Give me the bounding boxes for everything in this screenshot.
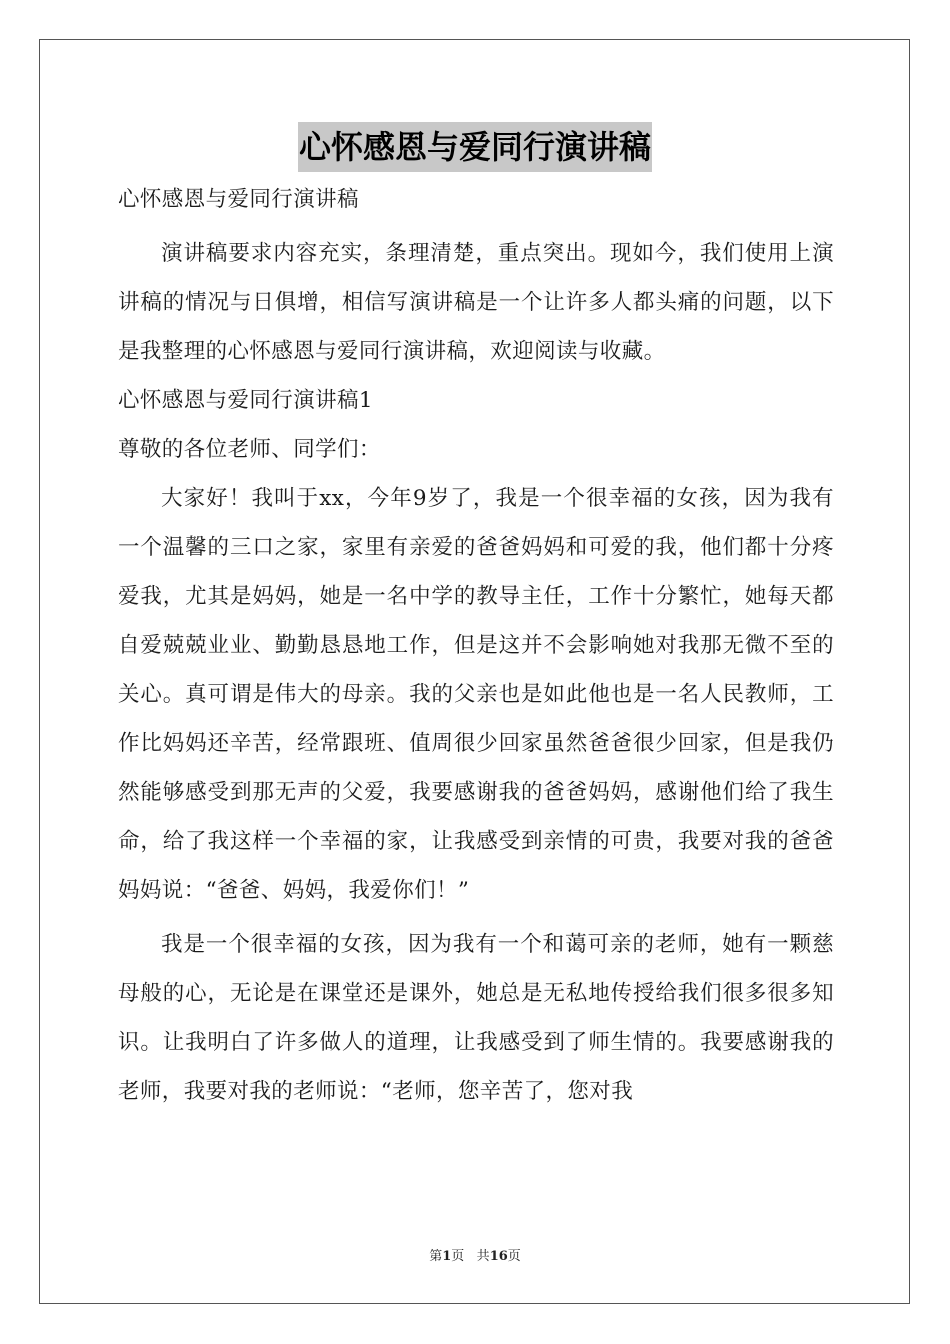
page-footer bbox=[0, 1245, 950, 1264]
page-suffix: 页 bbox=[451, 1249, 465, 1264]
salutation: 尊敬的各位老师、同学们： bbox=[118, 437, 381, 462]
document-body bbox=[118, 175, 834, 1116]
document-title: 心怀感恩与爱同行演讲稿 bbox=[298, 122, 652, 172]
document-subtitle: 心怀感恩与爱同行演讲稿 bbox=[118, 187, 359, 212]
title-block bbox=[0, 122, 950, 172]
page-prefix: 第 bbox=[429, 1249, 443, 1264]
body-paragraph-2: 我是一个很幸福的女孩，因为我有一个和蔼可亲的老师，她有一颗慈母般的心，无论是在课堂还是课外，她总是无私地传授给我们很多很多知识。让我明白了许多做人的道理，让我感受到了师生情的。我要感谢我的老师，我要对我的老师说：“老师，您辛苦了，您对我 bbox=[118, 932, 834, 1104]
body-paragraph-1: 大家好！我叫于xx，今年9岁了，我是一个很幸福的女孩，因为我有一个温馨的三口之家，家里有亲爱的爸爸妈妈和可爱的我，他们都十分疼爱我，尤其是妈妈，她是一名中学的教导主任，工作十分繁忙，她每天都自爱兢兢业业、勤勤恳恳地工作，但是这并不会影响她对我那无微不至的关心。真可谓是伟大的母亲。我的父亲也是如此他也是一名人民教师，工作比妈妈还辛苦，经常跟班、值周很少回家虽然爸爸很少回家，但是我仍然能够感受到那无声的父爱，我要感谢我的爸爸妈妈，感谢他们给了我生命，给了我这样一个幸福的家，让我感受到亲情的可贵，我要对我的爸爸妈妈说：“爸爸、妈妈，我爱你们！” bbox=[118, 486, 834, 903]
total-suffix: 页 bbox=[507, 1249, 521, 1264]
total-prefix: 共 bbox=[476, 1249, 490, 1264]
page-number: 1 bbox=[442, 1249, 452, 1264]
section-heading: 心怀感恩与爱同行演讲稿1 bbox=[118, 388, 373, 413]
total-pages: 16 bbox=[489, 1249, 508, 1264]
intro-paragraph: 演讲稿要求内容充实，条理清楚，重点突出。现如今，我们使用上演讲稿的情况与日俱增，相信写演讲稿是一个让许多人都头痛的问题，以下是我整理的心怀感恩与爱同行演讲稿，欢迎阅读与收藏。 bbox=[118, 241, 834, 364]
